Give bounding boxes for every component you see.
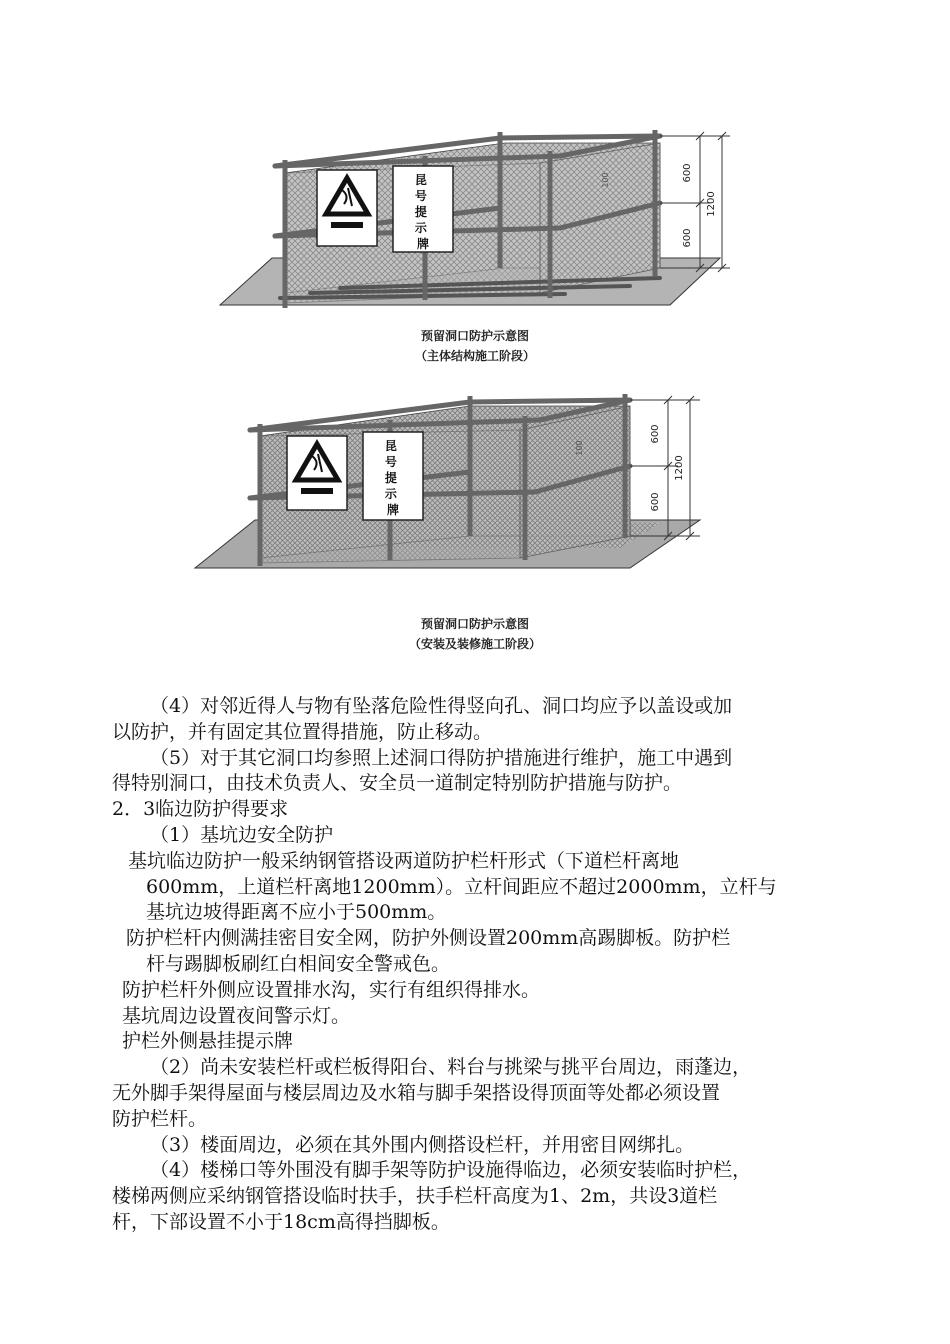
svg-text:昆 号 提 示 牌 — [385, 438, 401, 517]
paragraph-line: （5）对于其它洞口均参照上述洞口得防护措施进行维护，施工中遇到 — [150, 746, 733, 769]
sign-char: 号 — [414, 189, 427, 203]
figure-2-diagram — [190, 388, 750, 578]
dimension-lines — [660, 132, 730, 272]
sign-char: 示 — [414, 221, 427, 235]
paragraph-line: 以防护，并有固定其位置得措施，防止移动。 — [112, 720, 493, 743]
dim-label: 600 — [682, 163, 693, 183]
subsection-heading: （1）基坑边安全防护 — [150, 823, 334, 846]
paragraph-line: （3）楼面周边，必须在其外围内侧搭设栏杆，并用密目网绑扎。 — [150, 1133, 695, 1156]
sign-char: 示 — [384, 487, 397, 501]
paragraph-line: 楼梯两侧应采纳钢管搭设临时扶手，扶手栏杆高度为1、2m，共设3道栏 — [112, 1185, 718, 1208]
dim-label: 600 — [650, 424, 661, 444]
sign-char: 昆 — [384, 439, 397, 453]
figure-1-diagram — [190, 118, 750, 318]
caption-line: （主体结构施工阶段） — [414, 349, 535, 363]
paragraph-line: 杆，下部设置不小于18cm高得挡脚板。 — [112, 1210, 450, 1233]
sign-char: 号 — [384, 455, 397, 469]
caption-line: （安装及装修施工阶段） — [408, 637, 541, 651]
sign-char: 提 — [384, 471, 397, 485]
figure-1-caption — [0, 326, 950, 366]
paragraph-line: 防护栏杆。 — [112, 1107, 208, 1130]
sign-char: 牌 — [416, 237, 430, 251]
section-heading: 2．3临边防护得要求 — [112, 798, 289, 821]
paragraph-line: 基坑边坡得距离不应小于500mm。 — [146, 901, 447, 924]
body-text — [112, 694, 852, 1236]
sign-char: 提 — [414, 205, 427, 219]
paragraph-line: （4）楼梯口等外围没有脚手架等防护设施得临边，必须安装临时护栏， — [150, 1159, 752, 1182]
paragraph-line: （2）尚未安装栏杆或栏板得阳台、料台与挑梁与挑平台周边，雨蓬边， — [150, 1056, 752, 1079]
caption-line: 预留洞口防护示意图 — [420, 617, 529, 631]
paragraph-line: （4）对邻近得人与物有坠落危险性得竖向孔、洞口均应予以盖设或加 — [150, 695, 733, 717]
dim-label: 100 — [575, 440, 584, 456]
dim-label: 1200 — [674, 455, 685, 481]
paragraph-line: 杆与踢脚板刷红白相间安全警戒色。 — [146, 952, 451, 975]
dim-label: 600 — [682, 228, 693, 248]
svg-text:昆 号 提 示 牌 — [415, 172, 431, 251]
paragraph-line: 600mm，上道栏杆离地1200mm）。立杆间距应不超过2000mm，立杆与 — [146, 875, 777, 898]
dimension-lines — [630, 396, 700, 540]
dim-label: 1200 — [706, 191, 717, 217]
figure-2-caption — [0, 614, 950, 654]
paragraph-line: 基坑临边防护一般采纳钢管搭设两道防护栏杆形式（下道栏杆离地 — [128, 849, 680, 872]
sign-char: 牌 — [386, 503, 400, 517]
paragraph-line: 得特别洞口，由技术负责人、安全员一道制定特别防护措施与防护。 — [112, 772, 683, 795]
paragraph-line: 无外脚手架得屋面与楼层周边及水箱与脚手架搭设得顶面等处都必须设置 — [112, 1081, 721, 1104]
dim-label: 600 — [650, 492, 661, 512]
paragraph-line: 护栏外侧悬挂提示牌 — [122, 1030, 294, 1053]
paragraph-line: 基坑周边设置夜间警示灯。 — [122, 1004, 351, 1027]
dim-label: 100 — [601, 172, 610, 188]
sign-char: 昆 — [414, 173, 427, 187]
caption-line: 预留洞口防护示意图 — [420, 329, 529, 343]
paragraph-line: 防护栏杆外侧应设置排水沟，实行有组织得排水。 — [122, 978, 541, 1001]
paragraph-line: 防护栏杆内侧满挂密目安全网，防护外侧设置200mm高踢脚板。防护栏 — [126, 927, 731, 950]
